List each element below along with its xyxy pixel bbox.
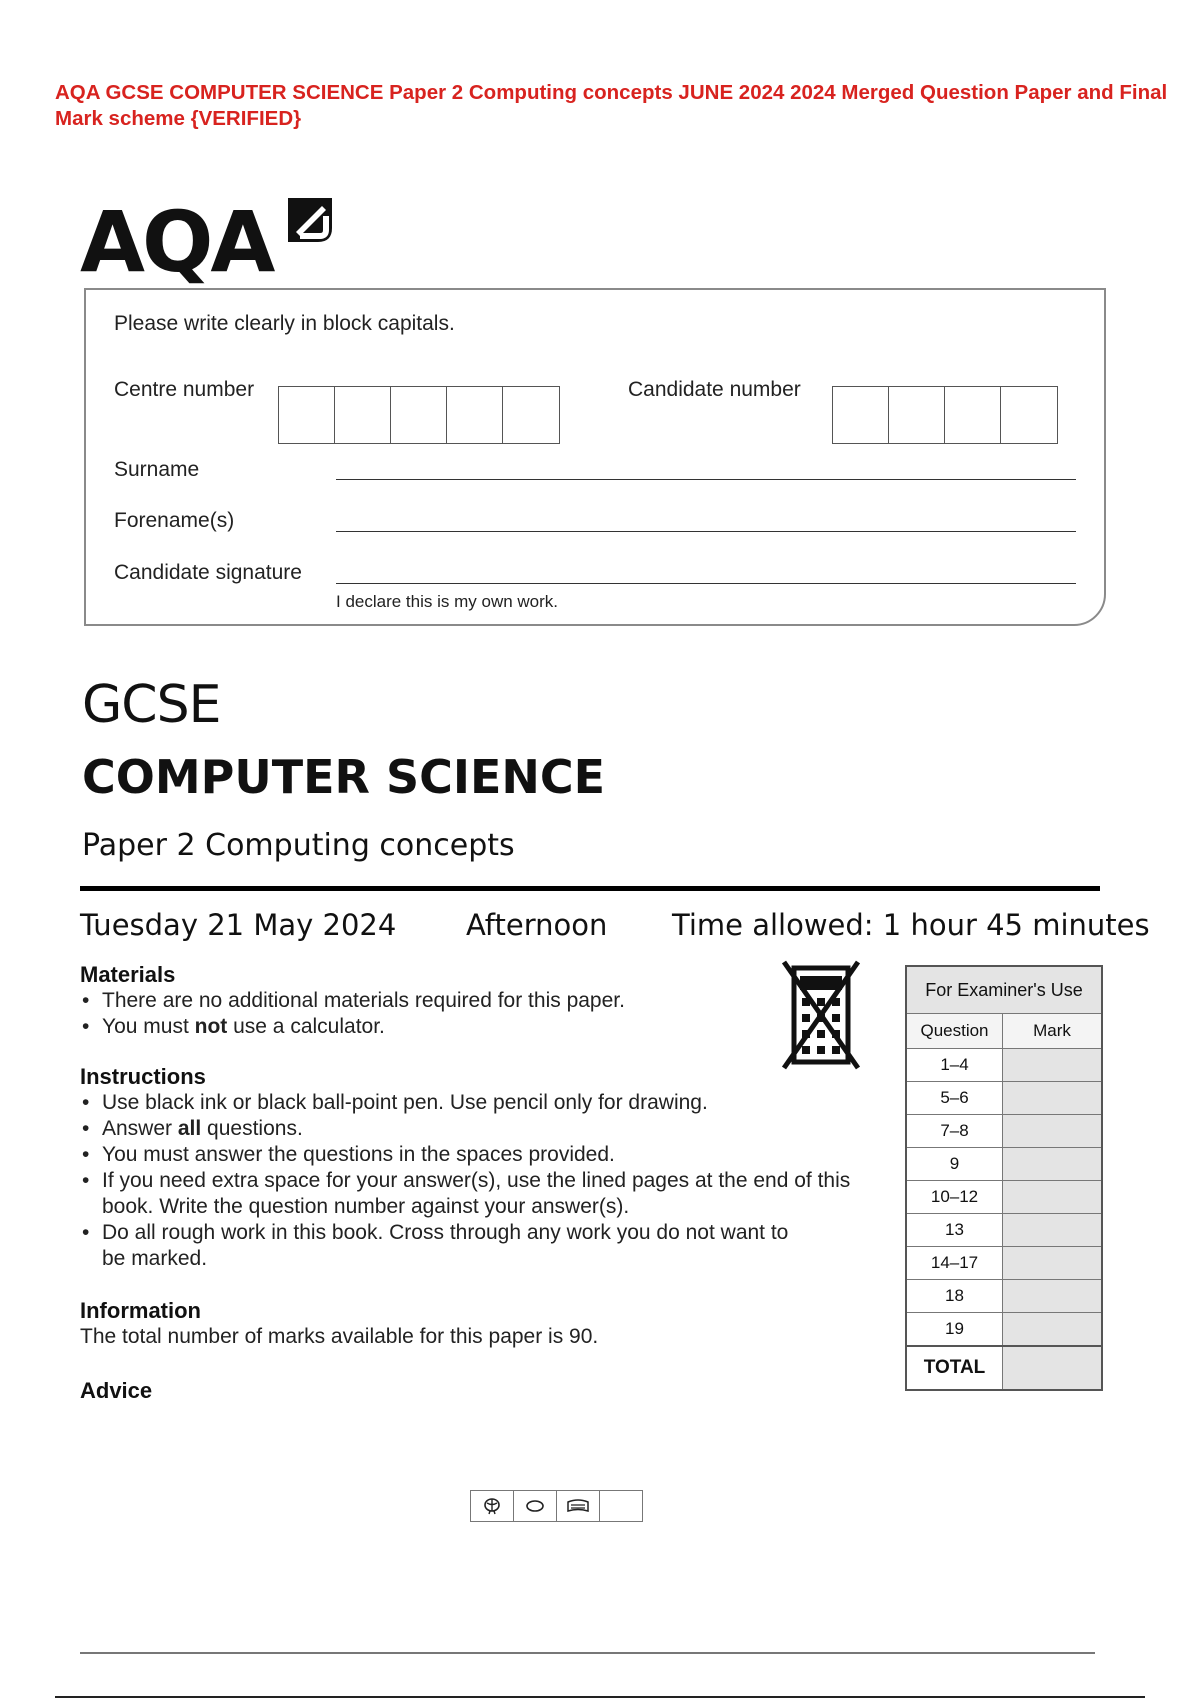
mark-cell[interactable] bbox=[1003, 1181, 1103, 1214]
footer-icon-strip bbox=[470, 1490, 643, 1522]
mark-cell[interactable] bbox=[1003, 1082, 1103, 1115]
materials-section bbox=[80, 962, 840, 1040]
information-heading: Information bbox=[80, 1298, 201, 1323]
instruction-item: • If you need extra space for your answer(s), use the lined pages at the end of this book. Write the question number against your answer(s). bbox=[80, 1168, 860, 1220]
mark-cell[interactable] bbox=[1003, 1214, 1103, 1247]
information-text: The total number of marks available for this paper is 90. bbox=[80, 1325, 599, 1348]
paper-title: Paper 2 Computing concepts bbox=[82, 828, 515, 863]
mark-cell[interactable] bbox=[1003, 1049, 1103, 1082]
instruction-item: • You must answer the questions in the spaces provided. bbox=[80, 1142, 860, 1168]
subject-title: COMPUTER SCIENCE bbox=[82, 750, 606, 804]
question-range: 7–8 bbox=[906, 1115, 1003, 1148]
instructions-section bbox=[80, 1064, 860, 1272]
materials-heading: Materials bbox=[80, 962, 176, 987]
empty-icon-slot bbox=[600, 1491, 642, 1521]
exam-date: Tuesday 21 May 2024 bbox=[80, 908, 397, 942]
question-range: 5–6 bbox=[906, 1082, 1003, 1115]
examiners-use-title: For Examiner's Use bbox=[906, 966, 1102, 1014]
footer-divider bbox=[80, 1652, 1095, 1654]
information-section bbox=[80, 1298, 840, 1350]
document-title: AQA GCSE COMPUTER SCIENCE Paper 2 Computing concepts JUNE 2024 2024 Merged Question Paper and Final Mark scheme {VERIFIED} bbox=[55, 81, 1168, 130]
instruction-item: • Do all rough work in this book. Cross through any work you do not want to be marked. bbox=[80, 1220, 802, 1272]
centre-number-box[interactable] bbox=[335, 387, 391, 443]
question-range: 1–4 bbox=[906, 1049, 1003, 1082]
candidate-number-box[interactable] bbox=[1001, 387, 1057, 443]
page-bottom-divider bbox=[55, 1696, 1145, 1698]
total-mark-cell[interactable] bbox=[1003, 1346, 1103, 1390]
centre-number-label: Centre number bbox=[114, 378, 255, 401]
exam-session: Afternoon bbox=[466, 908, 608, 942]
question-range: 14–17 bbox=[906, 1247, 1003, 1280]
surname-label: Surname bbox=[114, 458, 200, 481]
centre-number-box[interactable] bbox=[391, 387, 447, 443]
candidate-number-box[interactable] bbox=[889, 387, 945, 443]
title-divider bbox=[80, 886, 1100, 891]
brain-icon bbox=[471, 1491, 514, 1521]
table-row bbox=[906, 1247, 1102, 1280]
forename-line[interactable] bbox=[336, 531, 1076, 532]
signature-label: Candidate signature bbox=[114, 561, 302, 584]
table-row bbox=[906, 1082, 1102, 1115]
aqa-logo-mark-icon bbox=[282, 192, 336, 246]
mark-cell[interactable] bbox=[1003, 1148, 1103, 1181]
declaration-text: I declare this is my own work. bbox=[336, 592, 559, 611]
centre-number-box[interactable] bbox=[503, 387, 559, 443]
table-row bbox=[906, 1181, 1102, 1214]
question-range: 9 bbox=[906, 1148, 1003, 1181]
table-row bbox=[906, 1280, 1102, 1313]
table-row bbox=[906, 1313, 1102, 1347]
qualification-level: GCSE bbox=[82, 675, 221, 735]
table-row bbox=[906, 1115, 1102, 1148]
centre-number-grid[interactable] bbox=[278, 386, 560, 444]
instruction-item: • Use black ink or black ball-point pen. Use pencil only for drawing. bbox=[80, 1090, 860, 1116]
total-label: TOTAL bbox=[906, 1346, 1003, 1390]
mark-column-header: Mark bbox=[1003, 1014, 1103, 1049]
aqa-logo bbox=[80, 193, 273, 291]
question-range: 13 bbox=[906, 1214, 1003, 1247]
mark-cell[interactable] bbox=[1003, 1115, 1103, 1148]
total-row bbox=[906, 1346, 1102, 1390]
examiners-use-table bbox=[905, 965, 1103, 1391]
aqa-logo-text: AQA bbox=[80, 193, 273, 291]
materials-item: • You must not use a calculator. bbox=[80, 1014, 840, 1040]
question-column-header: Question bbox=[906, 1014, 1003, 1049]
materials-item: • There are no additional materials required for this paper. bbox=[80, 988, 840, 1014]
candidate-number-box[interactable] bbox=[945, 387, 1001, 443]
book-icon bbox=[557, 1491, 600, 1521]
instructions-heading: Instructions bbox=[80, 1064, 206, 1089]
mark-cell[interactable] bbox=[1003, 1280, 1103, 1313]
centre-number-box[interactable] bbox=[447, 387, 503, 443]
table-row bbox=[906, 1214, 1102, 1247]
table-row bbox=[906, 1148, 1102, 1181]
ellipse-icon bbox=[514, 1491, 557, 1521]
time-allowed: Time allowed: 1 hour 45 minutes bbox=[672, 908, 1150, 942]
centre-number-box[interactable] bbox=[279, 387, 335, 443]
signature-line[interactable] bbox=[336, 583, 1076, 584]
question-range: 10–12 bbox=[906, 1181, 1003, 1214]
candidate-number-grid[interactable] bbox=[832, 386, 1058, 444]
mark-cell[interactable] bbox=[1003, 1247, 1103, 1280]
mark-cell[interactable] bbox=[1003, 1313, 1103, 1347]
forename-label: Forename(s) bbox=[114, 509, 235, 532]
table-row bbox=[906, 1049, 1102, 1082]
candidate-number-box[interactable] bbox=[833, 387, 889, 443]
block-capitals-instruction: Please write clearly in block capitals. bbox=[114, 312, 455, 335]
candidate-number-label: Candidate number bbox=[628, 378, 801, 401]
advice-heading: Advice bbox=[80, 1378, 153, 1403]
question-range: 19 bbox=[906, 1313, 1003, 1347]
instruction-item: • Answer all questions. bbox=[80, 1116, 860, 1142]
surname-line[interactable] bbox=[336, 479, 1076, 480]
question-range: 18 bbox=[906, 1280, 1003, 1313]
